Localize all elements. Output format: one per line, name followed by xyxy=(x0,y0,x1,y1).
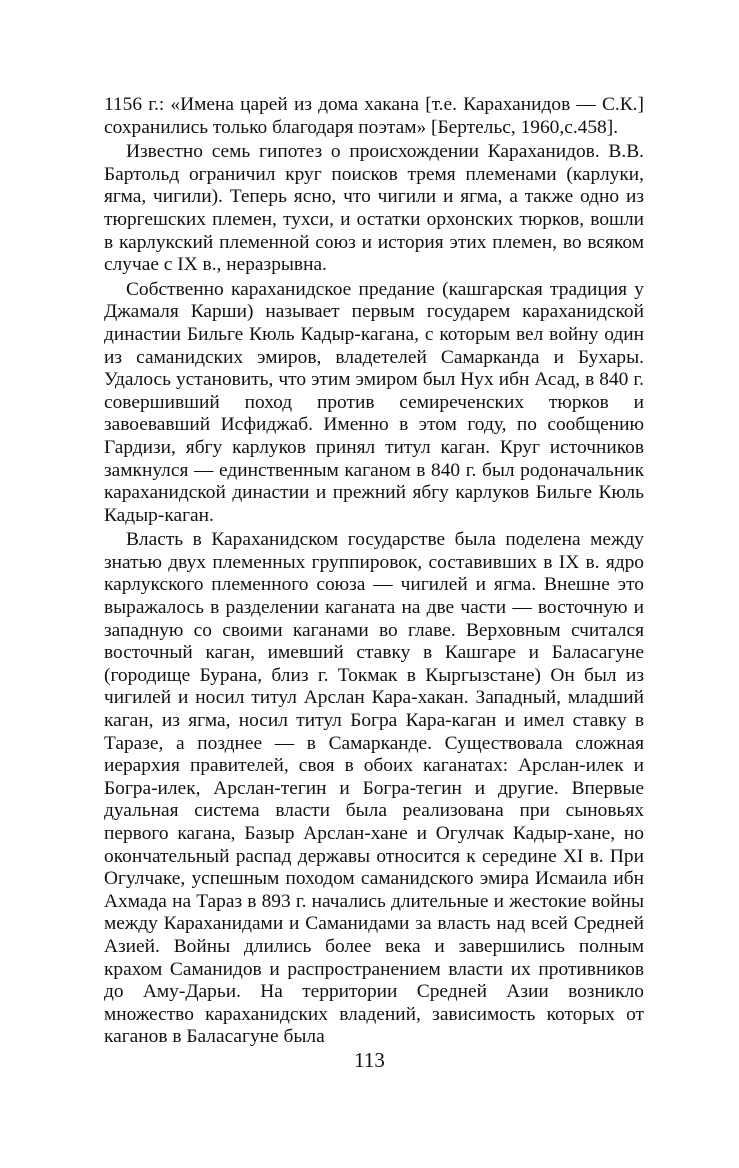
page-number: 113 xyxy=(354,1048,385,1072)
paragraph-4: Власть в Караханидском государстве была поделена между знатью двух племенных группировок, составивших в IX в. ядро карлукского племенного союза — чигилей и ягма. Внешне это выражалось в разделении каганата на две части — восточную и западную со своими каганами во главе. Верховным считался восточный каган, имевший ставку в Кашгаре и Баласагуне (городище Бурана, близ г. Токмак в Кыргызстане) Он был из чигилей и носил титул Арслан Кара-хакан. Западный, младший каган, из ягма, носил титул Богра Кара-каган и имел ставку в Таразе, а позднее — в Самарканде. Существовала сложная иерархия правителей, своя в обоих каганатах: Арслан-илек и Богра-илек, Арслан-тегин и Богра-тегин и другие. Впервые дуальная система власти была реализована при сыновьях первого кагана, Базыр Арслан-хане и Огулчак Кадыр-хане, но окончательный распад державы относится к середине XI в. При Огулчаке, успешным походом саманидского эмира Исмаила ибн Ахмада на Тараз в 893 г. начались длительные и жестокие войны между Караханидами и Саманидами за власть над всей Средней Азией. Войны длились более века и завершились полным крахом Саманидов и распространением власти их противников до Аму-Дарьи. На территории Средней Азии возникло множество караханидских владений, зависимость которых от каганов в Баласагуне была xyxy=(104,529,644,1048)
page-text-block xyxy=(104,94,644,1051)
paragraph-1: 1156 г.: «Имена царей из дома хакана [т.е. Караханидов — С.К.] сохранились только благодаря поэтам» [Бертельс, 1960,с.458]. xyxy=(104,94,644,138)
paragraph-3: Собственно караханидское предание (кашгарская традиция у Джамаля Карши) называет первым государем караханидской династии Бильге Кюль Кадыр-кагана, с которым вел войну один из саманидских эмиров, владетелей Самарканда и Бухары. Удалось установить, что этим эмиром был Нух ибн Асад, в 840 г. совершивший поход против семиреченских тюрков и завоевавший Исфиджаб. Именно в этом году, по сообщению Гардизи, ябгу карлуков принял титул каган. Круг источников замкнулся — единственным каганом в 840 г. был родоначальник караханидской династии и прежний ябгу карлуков Бильге Кюль Кадыр-каган. xyxy=(104,278,644,526)
paragraph-2: Известно семь гипотез о происхождении Караханидов. В.В. Бартольд ограничил круг поисков тремя племенами (карлуки, ягма, чигили). Теперь ясно, что чигили и ягма, а также одно из тюргешских племен, тухси, и остатки орхонских тюрков, вошли в карлукский племенной союз и история этих племен, во всяком случае с IX в., неразрывна. xyxy=(104,141,644,276)
